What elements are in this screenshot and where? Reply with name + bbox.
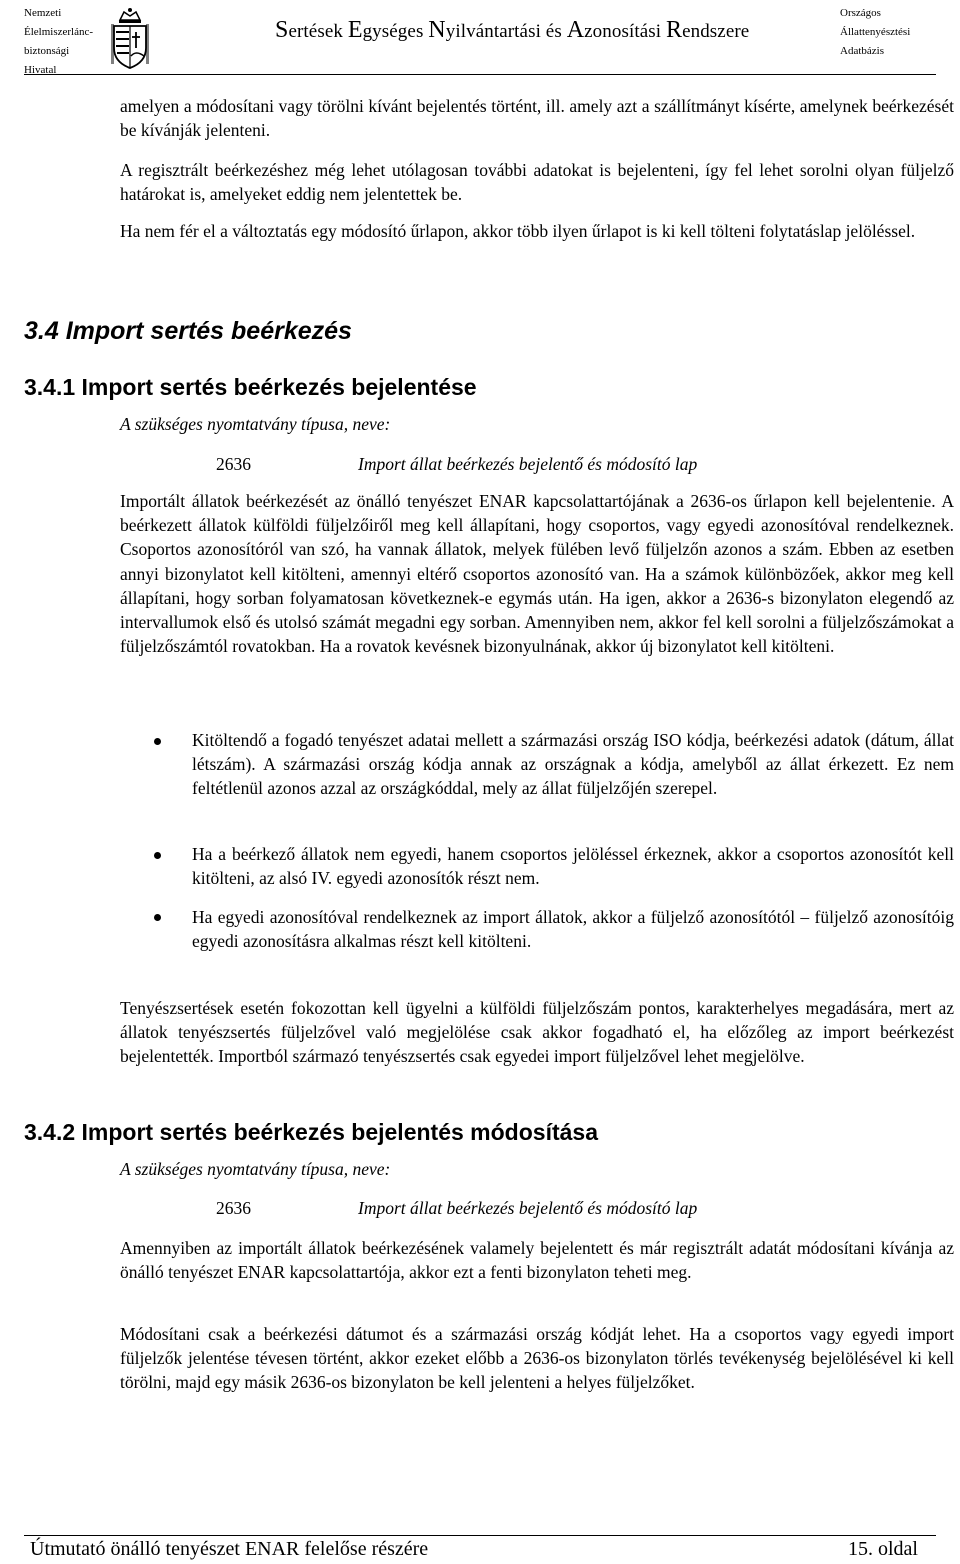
section-heading-3-4-2: 3.4.2 Import sertés beérkezés bejelentés módosítása (24, 1119, 598, 1145)
org-line: biztonsági (24, 45, 70, 57)
bullet-item: Ha a beérkező állatok nem egyedi, hanem csoportos jelöléssel érkeznek, akkor a csoportos azonosítót kell kitölteni, az alsó IV. egyedi azonosítók részt nem. (192, 844, 954, 889)
title-initial: E (347, 17, 363, 43)
paragraph-intro-2: A regisztrált beérkezéshez még lehet utólagosan további adatokat is bejelenteni, így fel lehet sorolni olyan füljelző határokat is, amelyeket eddig nem jelentettek be. (120, 160, 954, 205)
title-part: gységes (362, 21, 429, 42)
bullet-icon (154, 914, 161, 921)
page-number: 15. oldal (848, 1538, 918, 1560)
org-line: Nemzeti (24, 7, 62, 19)
bullet-icon (154, 852, 161, 859)
header-rule (24, 74, 936, 75)
org-line: Élelmiszerlánc- (24, 26, 94, 38)
org-line: Adatbázis (840, 45, 884, 57)
org-line: Országos (840, 7, 881, 19)
form-code: 2636 (216, 1198, 251, 1218)
paragraph-3-4-1: Importált állatok beérkezését az önálló tenyészet ENAR kapcsolattartójának a 2636-os űrlapon kell bejelentenie. A beérkezett állatok külföldi füljelzőiről meg kell állapítani, hogy csoportos, vagy egyedi azonosítóval rendelkeznek. Csoportos azonosítóról van szó, ha vannak állatok, melyek fülében levő füljelzőn azonos a szám. Ebben az esetben annyi bizonylatot kell kitölteni, amennyi eltérő csoportos azonosító van. Ha a számok különbözőek, akkor meg kell állapítani, hogy sorban folyamatosan következnek-e egymás után. Ha igen, akkor a 2636-s bizonylaton elegendő az intervallumok első és utolsó számát megadni egy sorban. Amennyiben nem, akkor fel kell sorolni a füljelzőszámokat a füljelzőszámtól rovatokban. Ha a rovatok kevésnek bizonyulnának, akkor új bizonylatot kell kitölteni. (120, 491, 954, 657)
title-part: endszere (682, 21, 750, 42)
paragraph-intro-1: amelyen a módosítani vagy törölni kívánt bejelentés történt, ill. amely azt a szállítmányt kísérte, amelynek beérkezését be kívánják jelenteni. (120, 96, 954, 141)
footer-title: Útmutató önálló tenyészet ENAR felelőse részére (30, 1538, 429, 1560)
bullet-item: Kitöltendő a fogadó tenyészet adatai mellett a származási ország ISO kódja, beérkezési adatok (dátum, állat létszám). A származási ország kódja annak az országnak a kódja, amelyből az állat érkezett. Ez nem feltétlenül azonos azzal az országkóddal, mely az állat füljelzőjén szerepel. (192, 730, 954, 799)
title-initial: A (566, 17, 585, 43)
paragraph-breeding: Tenyészsertések esetén fokozottan kell ügyelni a külföldi füljelzőszám pontos, karakterhelyes megadására, mert az állatok tenyészsertés füljelzővel való megjelölése csak akkor fogadható el, ha előzőleg az import beérkezést bejelentették. Importból származó tenyészsertés csak egyedei import füljelzővel lehet megjelölve. (120, 998, 954, 1067)
page-header (0, 0, 960, 76)
footer-rule (24, 1535, 936, 1536)
title-part: ertések (288, 21, 348, 42)
section-heading-3-4: 3.4 Import sertés beérkezés (24, 317, 352, 345)
form-label: A szükséges nyomtatvány típusa, neve: (120, 414, 391, 434)
bullet-icon (154, 738, 161, 745)
header-title (275, 17, 749, 44)
org-line: Hivatal (24, 64, 57, 76)
bullet-item: Ha egyedi azonosítóval rendelkeznek az import állatok, akkor a füljelző azonosítótól – füljelző azonosítóig egyedi azonosításra alkalmas részt kell kitölteni. (192, 907, 954, 952)
form-code: 2636 (216, 454, 251, 474)
paragraph-3-4-2-b: Módosítani csak a beérkezési dátumot és a származási ország kódját lehet. Ha a csoportos vagy egyedi import füljelzők jelentése tévesen történt, akkor ezeket előbb a 2636-os bizonylaton törlés tevékenység bejelölésével ki kell törölni, majd egy másik 2636-os bizonylaton be kell jelenteni a helyes füljelzőket. (120, 1324, 954, 1393)
section-heading-3-4-1: 3.4.1 Import sertés beérkezés bejelentése (24, 374, 477, 400)
paragraph-intro-3: Ha nem fér el a változtatás egy módosító űrlapon, akkor több ilyen űrlapot is ki kell tölteni folytatáslap jelöléssel. (120, 221, 916, 241)
title-part: zonosítási (584, 21, 666, 42)
title-initial: S (275, 17, 289, 43)
header-left-org (24, 4, 93, 80)
form-name: Import állat beérkezés bejelentő és módosító lap (358, 1198, 698, 1218)
paragraph-3-4-2-a: Amennyiben az importált állatok beérkezésének valamely bejelentett és már regisztrált adatát módosítani kívánja az önálló tenyészet ENAR kapcsolattartója, akkor ezt a fenti bizonylaton teheti meg. (120, 1238, 954, 1283)
form-reference (216, 454, 698, 475)
form-label: A szükséges nyomtatvány típusa, neve: (120, 1159, 391, 1179)
title-initial: N (428, 17, 446, 43)
form-name: Import állat beérkezés bejelentő és módosító lap (358, 454, 698, 474)
coat-of-arms-icon (108, 6, 152, 70)
form-reference (216, 1198, 698, 1219)
org-line: Állattenyésztési (840, 26, 911, 38)
header-right-org (840, 4, 910, 61)
title-part: yilvántartási és (445, 21, 567, 42)
title-initial: R (665, 17, 683, 43)
